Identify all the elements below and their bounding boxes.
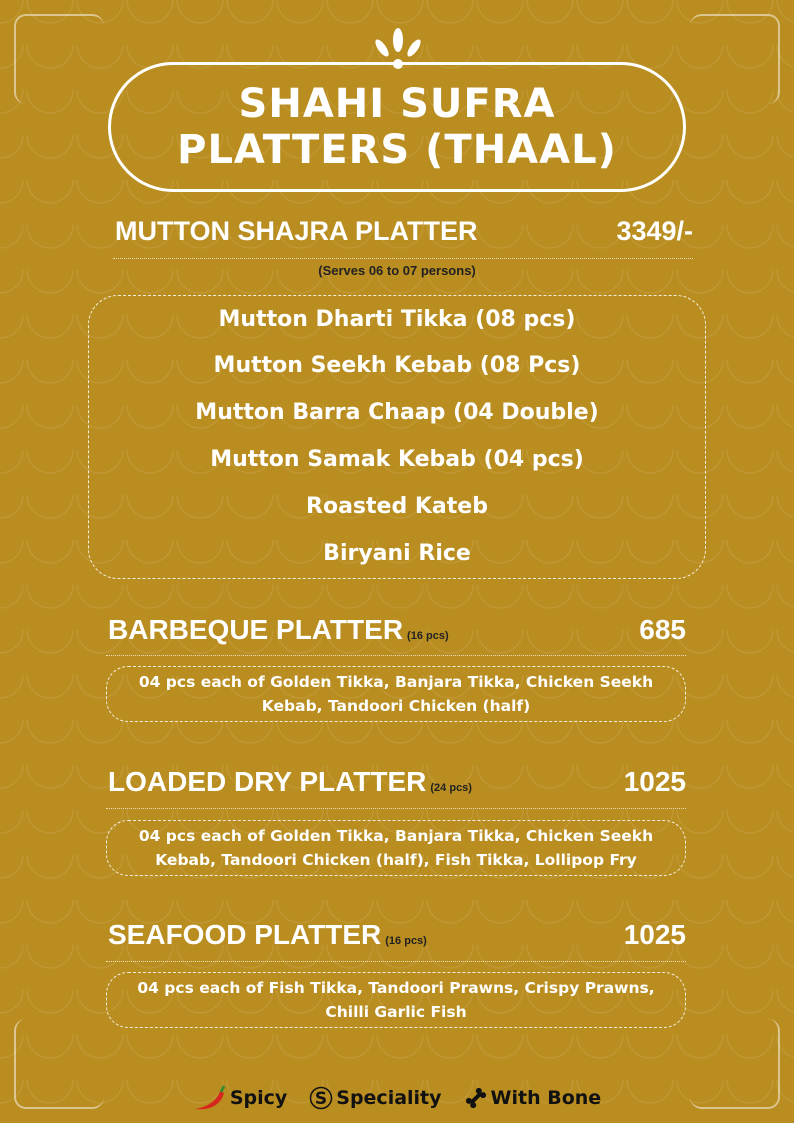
divider — [106, 655, 686, 656]
serves-note: (Serves 06 to 07 persons) — [318, 263, 476, 278]
legend — [0, 1085, 794, 1111]
desc-line: 04 pcs each of Golden Tikka, Banjara Tikka, Chicken Seekh — [138, 673, 654, 691]
platter-items-box — [88, 295, 706, 579]
bone-icon — [464, 1086, 488, 1110]
platter-description — [106, 666, 686, 722]
platter-price: 685 — [639, 614, 686, 645]
legend-label: Speciality — [336, 1087, 442, 1109]
svg-text:S: S — [315, 1089, 328, 1109]
platter-description — [106, 972, 686, 1028]
corner-ornament — [690, 14, 780, 104]
platter-price: 1025 — [623, 919, 686, 950]
s-circle-icon — [309, 1086, 333, 1110]
platter-item: Mutton Dharti Tikka (08 pcs) — [218, 306, 576, 332]
platter-price: 1025 — [623, 766, 686, 797]
platter-item: Mutton Barra Chaap (04 Double) — [195, 400, 599, 426]
piece-count: (16 pcs) — [407, 630, 449, 642]
legend-label: With Bone — [490, 1087, 602, 1109]
platter-heading — [108, 919, 686, 951]
divider — [106, 808, 686, 809]
page-title — [108, 62, 686, 192]
platter-name: LOADED DRY PLATTER — [108, 766, 427, 797]
legend-with-bone — [464, 1085, 602, 1111]
title-line-2: PLATTERS (THAAL) — [177, 127, 617, 173]
platter-item: Roasted Kateb — [306, 493, 488, 519]
desc-line: 04 pcs each of Golden Tikka, Banjara Tikka, Chicken Seekh — [138, 827, 654, 845]
corner-ornament — [14, 14, 104, 104]
platter-heading — [108, 766, 686, 798]
desc-line: Chilli Garlic Fish — [325, 1003, 467, 1021]
platter-name: BARBEQUE PLATTER — [108, 614, 404, 645]
desc-line: Kebab, Tandoori Chicken (half), Fish Tikka, Lollipop Fry — [155, 851, 637, 869]
platter-name: SEAFOOD PLATTER — [108, 919, 382, 950]
platter-description — [106, 820, 686, 876]
legend-speciality — [309, 1085, 441, 1111]
platter-heading — [115, 216, 693, 247]
platter-name: MUTTON SHAJRA PLATTER — [115, 216, 478, 246]
platter-item: Mutton Samak Kebab (04 pcs) — [210, 447, 584, 472]
piece-count: (16 pcs) — [385, 935, 427, 947]
platter-heading — [108, 614, 686, 646]
desc-line: 04 pcs each of Fish Tikka, Tandoori Prawns, Crispy Prawns, — [137, 979, 655, 997]
divider — [106, 961, 686, 962]
platter-price: 3349/- — [616, 216, 693, 246]
legend-spicy — [193, 1085, 287, 1111]
chili-icon — [193, 1085, 227, 1111]
divider — [113, 258, 693, 259]
platter-item: Mutton Seekh Kebab (08 Pcs) — [213, 353, 581, 379]
desc-line: Kebab, Tandoori Chicken (half) — [261, 697, 531, 715]
piece-count: (24 pcs) — [430, 782, 472, 794]
platter-item: Biryani Rice — [323, 540, 471, 566]
legend-label: Spicy — [229, 1087, 288, 1109]
title-line-1: SHAHI SUFRA — [238, 81, 556, 127]
